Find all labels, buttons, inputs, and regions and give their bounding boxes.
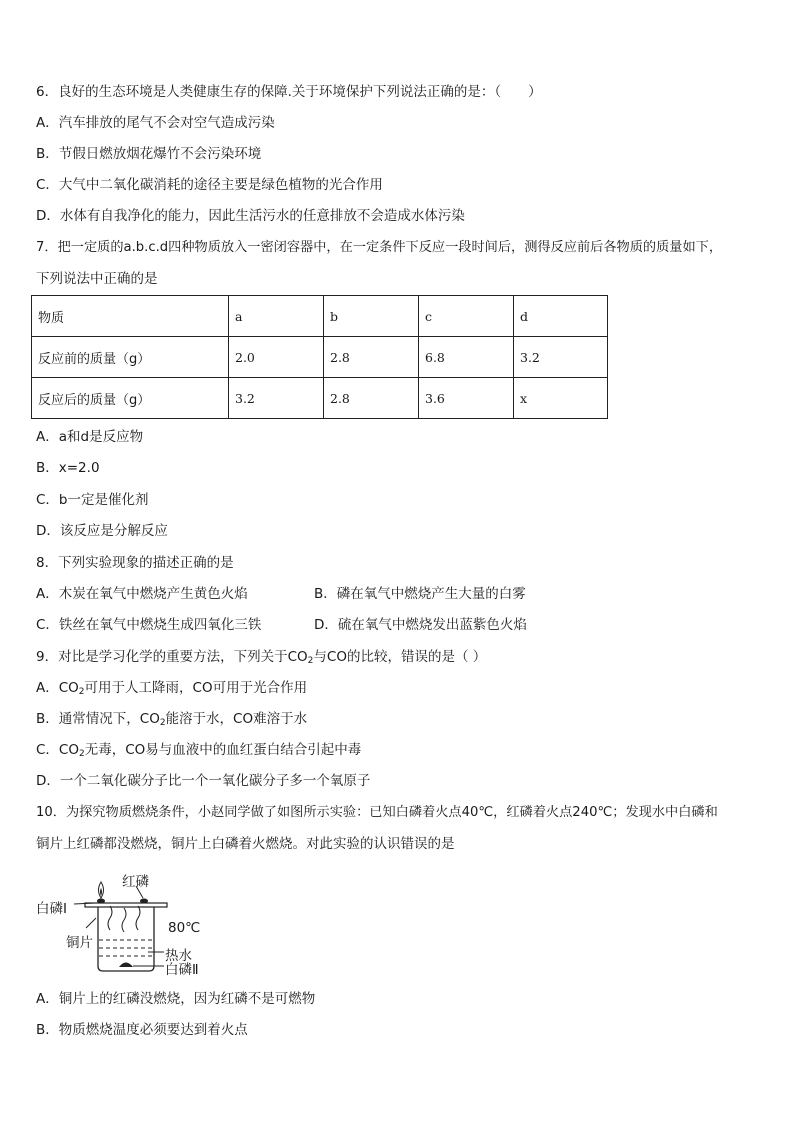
q7-option-b: B．x=2.0: [36, 460, 100, 476]
q9-stem: [36, 648, 486, 670]
q7-option-a: A．a和d是反应物: [36, 429, 144, 445]
q9-option-b-part2: 能溶于水，CO难溶于水: [165, 711, 308, 727]
white-phosphorus-2-label: 白磷Ⅱ: [165, 962, 199, 978]
white-phosphorus-1-label: 白磷Ⅰ: [36, 901, 67, 917]
q8-stem: 8．下列实验现象的描述正确的是: [36, 555, 234, 571]
q9-option-c-part1: C．CO: [36, 742, 79, 758]
hot-water-label: 热水: [165, 948, 192, 964]
q9-option-c-part2: 无毒，CO易与血液中的血红蛋白结合引起中毒: [84, 742, 362, 758]
temperature-label: 80℃: [168, 920, 201, 936]
q8-option-d: D．硫在氧气中燃烧发出蓝紫色火焰: [314, 617, 527, 633]
q8-option-c: C．铁丝在氧气中燃烧生成四氧化三铁: [36, 617, 262, 633]
q9-stem-part2: 与CO的比较，错误的是（ ）: [313, 649, 487, 665]
table-row: [32, 378, 608, 419]
white-phosphorus-1: [97, 899, 105, 904]
subscript: 2: [307, 656, 314, 666]
white-phosphorus-2: [119, 963, 133, 968]
copper-plate-label: 铜片: [66, 935, 93, 951]
q7-option-c: C．b一定是催化剂: [36, 492, 149, 508]
table-cell: x: [514, 378, 608, 419]
q7-stem-line2: 下列说法中正确的是: [36, 271, 158, 287]
subscript: 2: [78, 687, 85, 697]
q6-stem: 6．良好的生态环境是人类健康生存的保障.关于环境保护下列说法正确的是：（ ）: [36, 84, 542, 100]
q10-stem-line1: 10．为探究物质燃烧条件，小赵同学做了如图所示实验：已知白磷着火点40℃，红磷着火点240℃；发现水中白磷和: [36, 805, 718, 820]
steam-wisp: [108, 906, 112, 930]
q9-stem-part1: 9．对比是学习化学的重要方法，下列关于CO: [36, 649, 308, 665]
red-phosphorus: [140, 899, 148, 904]
q9-option-a-part1: A．CO: [36, 680, 79, 696]
q9-option-a: [36, 679, 307, 701]
table-header-cell: 物质: [32, 296, 229, 337]
q7-stem-line1: 7．把一定质的a.b.c.d四种物质放入一密闭容器中，在一定条件下反应一段时间后，测得反应前后各物质的质量如下，: [36, 240, 723, 255]
table-cell: 2.0: [229, 337, 324, 378]
table-header-cell: c: [419, 296, 514, 337]
table-header-cell: a: [229, 296, 324, 337]
q6-option-b: B．节假日燃放烟花爆竹不会污染环境: [36, 146, 262, 162]
q9-option-c: [36, 741, 361, 763]
red-phosphorus-label: 红磷: [122, 874, 149, 890]
steam-wisp: [136, 906, 140, 930]
table-cell: 6.8: [419, 337, 514, 378]
table-cell: 3.2: [229, 378, 324, 419]
table-header-cell: b: [324, 296, 419, 337]
q9-option-a-part2: 可用于人工降雨，CO可用于光合作用: [84, 680, 308, 696]
subscript: 2: [159, 718, 166, 728]
copper-plate: [85, 903, 167, 907]
table-header-cell: d: [514, 296, 608, 337]
table-cell: 2.8: [324, 337, 419, 378]
q10-stem-line2: 铜片上红磷都没燃烧，铜片上白磷着火燃烧。对此实验的认识错误的是: [36, 836, 455, 852]
q9-option-b: [36, 710, 307, 732]
table-cell: 3.6: [419, 378, 514, 419]
q6-option-d: D．水体有自我净化的能力，因此生活污水的任意排放不会造成水体污染: [36, 208, 465, 224]
table-cell: 2.8: [324, 378, 419, 419]
subscript: 2: [78, 749, 85, 759]
q10-option-b: B．物质燃烧温度必须要达到着火点: [36, 1022, 248, 1038]
q6-option-a: A．汽车排放的尾气不会对空气造成污染: [36, 115, 275, 131]
q8-option-a: A．木炭在氧气中燃烧产生黄色火焰: [36, 586, 248, 602]
mass-table: [31, 295, 608, 419]
table-row: [32, 337, 608, 378]
table-row: [32, 296, 608, 337]
steam-wisp: [122, 908, 126, 932]
table-cell: 反应前的质量（g）: [32, 337, 229, 378]
combustion-experiment-figure: [36, 866, 216, 981]
q10-option-a: A．铜片上的红磷没燃烧，因为红磷不是可燃物: [36, 991, 316, 1007]
table-cell: 反应后的质量（g）: [32, 378, 229, 419]
q9-option-d: D．一个二氧化碳分子比一个一氧化碳分子多一个氧原子: [36, 773, 371, 789]
q7-option-d: D．该反应是分解反应: [36, 523, 168, 539]
pointer-line: [86, 918, 96, 928]
q9-option-b-part1: B．通常情况下，CO: [36, 711, 160, 727]
q8-option-b: B．磷在氧气中燃烧产生大量的白雾: [314, 586, 526, 602]
table-cell: 3.2: [514, 337, 608, 378]
q6-option-c: C．大气中二氧化碳消耗的途径主要是绿色植物的光合作用: [36, 177, 383, 193]
